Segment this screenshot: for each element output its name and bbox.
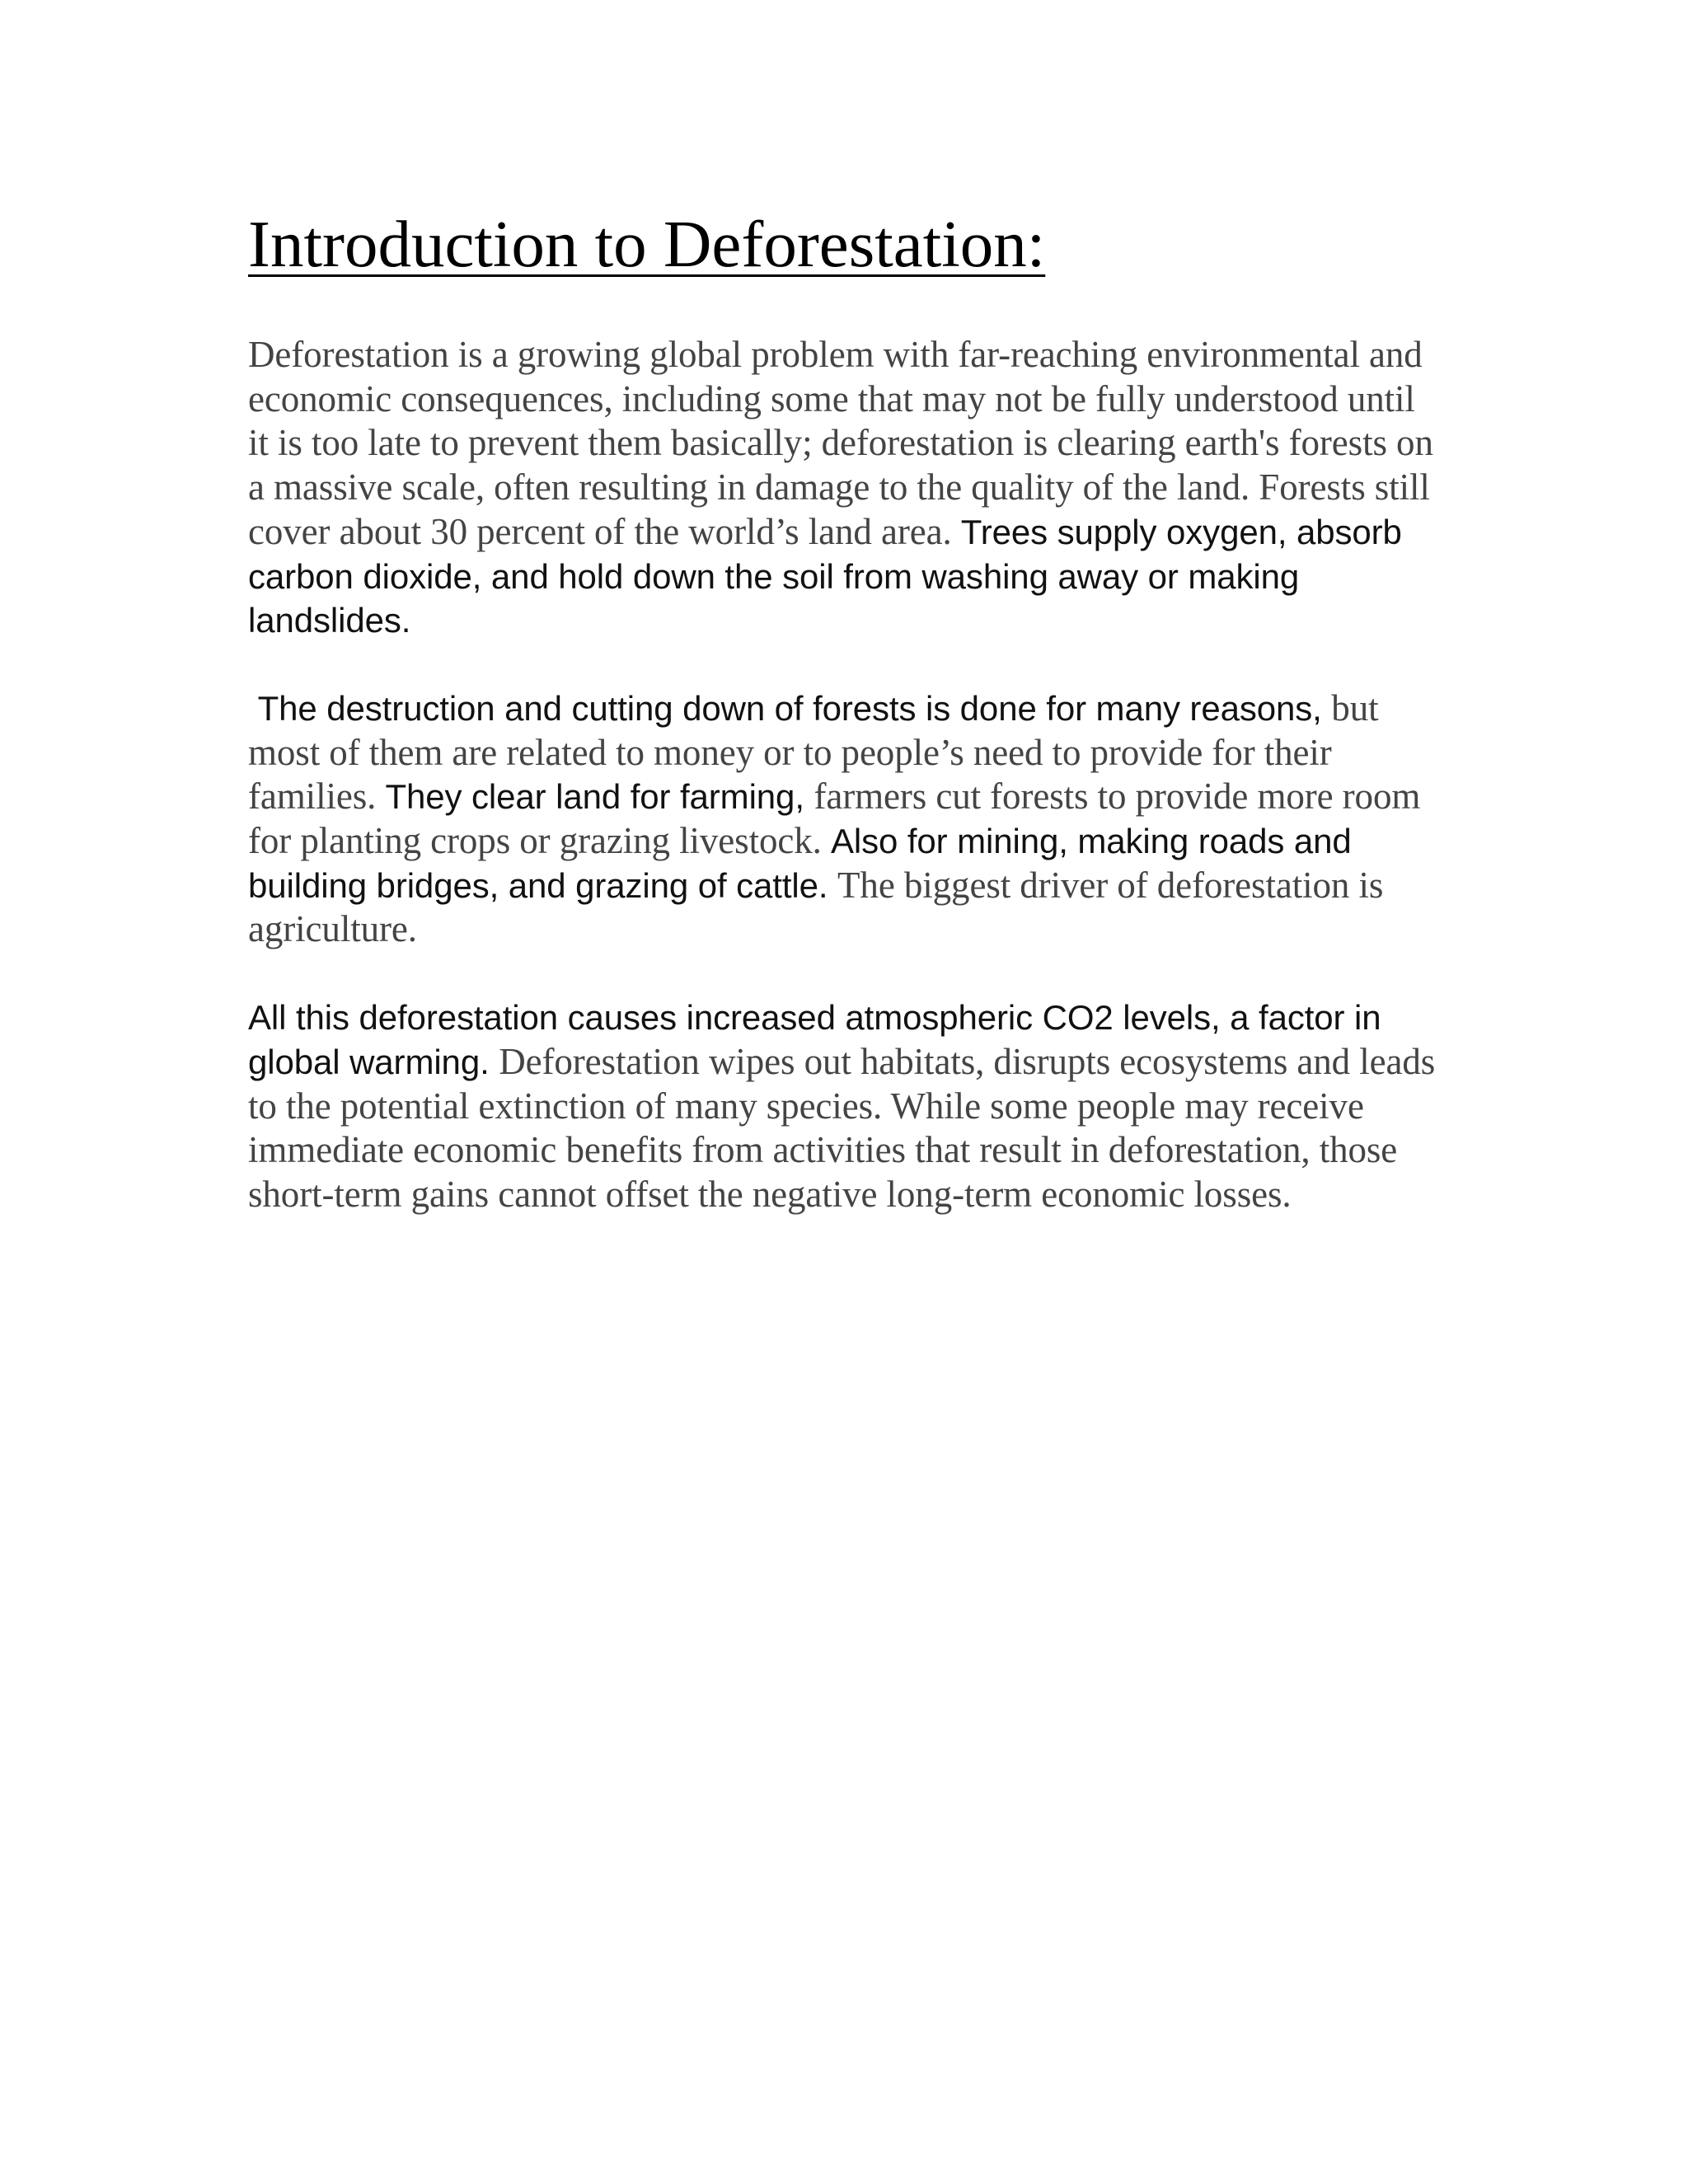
paragraph-text: Also for mining, making roads and building bridges, and grazing of cattle. [248,822,1352,905]
paragraph-text: Deforestation is a growing global problem with far-reaching environmental and economic consequences, including some that may not be fully understood until it is too late to prevent them basically; deforestation is clearing earth's forests on a massive scale, often resulting in damage to the quality of the land. Forests still cover about 30 percent of the world’s land area. [248,334,1433,552]
paragraph-text: All this deforestation causes increased atmospheric CO2 levels, a factor in global warming. [248,998,1381,1081]
paragraph-text: but most of them are related to money or to people’s need to provide for their families. [248,687,1379,818]
paragraph-causes [248,687,1443,952]
paragraph-intro [248,333,1443,643]
paragraph-text: The destruction and cutting down of forests is done for many reasons, [248,688,1332,728]
paragraph-text: The biggest driver of deforestation is agriculture. [248,864,1384,950]
paragraph-text: They clear land for farming, [385,777,814,817]
document-body [248,203,1443,1261]
paragraph-text: farmers cut forests to provide more room for planting crops or grazing livestock. [248,776,1421,862]
paragraph-text: Trees supply oxygen, absorb carbon dioxide, and hold down the soil from washing away or making landslides. [248,512,1402,640]
paragraph-effects [248,996,1443,1217]
page-title: Introduction to Deforestation: [248,207,1046,281]
paragraph-text: Deforestation wipes out habitats, disrupts ecosystems and leads to the potential extinction of many species. While some people may receive immediate economic benefits from activities that result in deforestation, those short-term gains cannot offset the negative long-term economic losses. [248,1040,1436,1215]
